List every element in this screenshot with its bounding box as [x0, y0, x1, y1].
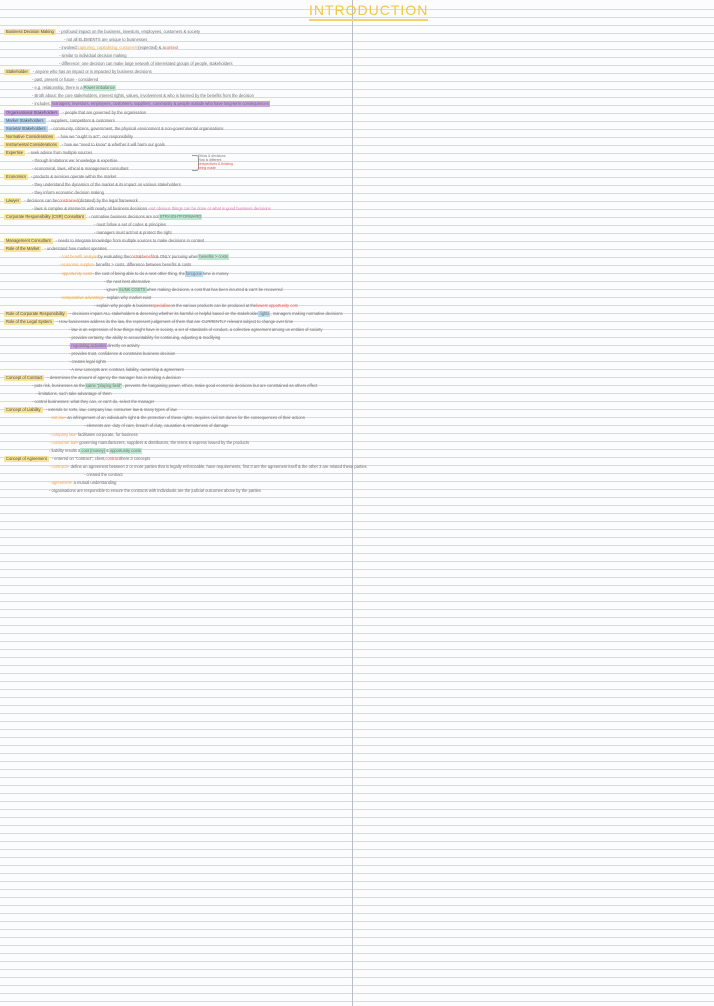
- note-text: - difference: one decision can make large network of interrelated groups of people, stakeholders: [59, 61, 233, 67]
- term-highlight: Role of the Market: [6, 246, 40, 252]
- note-text: regulating activities: [71, 342, 107, 348]
- note-line-heading: [4, 198, 138, 204]
- note-text: same "playing field": [85, 383, 122, 389]
- note-text: - the cost of being able to do a next other thing, the: [92, 270, 185, 276]
- note-text: benefits: [141, 254, 156, 260]
- note-line-heading: [4, 126, 223, 132]
- note-line-heading: [4, 246, 107, 252]
- note-line: [49, 440, 249, 446]
- note-text: - law is an expression of how things might have in society, a set of standards of conduct, a collective agreement among us entities of society: [69, 326, 323, 332]
- note-text: - community, citizens, government, the physical environment & non-governmental organisations: [50, 125, 224, 131]
- note-text: - consumer law: [49, 439, 77, 445]
- note-text: - through limitations we: knowledge & expertise: [32, 157, 118, 163]
- note-line: [49, 480, 116, 486]
- note-line-heading: [4, 311, 343, 317]
- note-line-heading: [4, 134, 133, 140]
- term-highlight: Concept of Contract: [6, 375, 43, 381]
- note-text: - opportunity costs: [59, 270, 93, 276]
- term-highlight: Instrumental Considerations: [6, 141, 57, 147]
- note-text: - anyone who has an impact or is impacted by business decisions: [32, 69, 152, 75]
- term-highlight: Normative Considerations: [6, 133, 54, 139]
- note-line: [59, 271, 229, 277]
- note-text: , prevents the bargaining power, ethics, make good economic decisions but are constrained as others effect: [122, 383, 318, 389]
- note-line: [59, 295, 151, 301]
- note-text: - past, present or future - considered: [32, 77, 99, 83]
- note-text: rights: [259, 310, 270, 316]
- side-note-line: perspectives & thinking: [198, 162, 233, 166]
- note-text: - creates legal rights: [69, 359, 106, 365]
- note-line: [59, 61, 233, 67]
- note-text: - company law: [49, 431, 76, 437]
- note-text: - laws is complex & intersects with nearly all business decisions -: [32, 206, 150, 212]
- note-text: contract: [105, 455, 120, 461]
- note-text: - A new concepts are: contract, liability, ownership & agreement: [69, 367, 184, 373]
- note-text: - explain why market exist: [104, 294, 152, 300]
- note-text: - How businesses address its the law, the represent judgement of them that are CURRENTLY relevant subject to change over time: [56, 318, 294, 324]
- note-line: [32, 77, 98, 83]
- note-text: (expected) & a: [138, 45, 165, 51]
- note-text: - must follow a set of codes & principles: [94, 222, 166, 228]
- note-line: [32, 158, 118, 164]
- note-text: - comparative advantage: [59, 294, 105, 300]
- note-text: - includes:: [32, 101, 51, 107]
- note-text: directly on activity: [107, 342, 140, 348]
- note-text: - benefits > costs, difference between benefits & costs: [93, 262, 192, 268]
- note-line: [69, 359, 106, 365]
- note-line: [94, 222, 166, 228]
- note-line: [104, 279, 150, 285]
- note-text: - decisions can be: [24, 198, 58, 204]
- note-text: on the various products can be produced at the: [170, 302, 257, 308]
- note-line: [94, 230, 172, 236]
- note-text: - ignore: [104, 286, 118, 292]
- note-text: - economic surplus: [59, 262, 94, 268]
- note-text: capturing, capitalising, customers: [77, 45, 139, 51]
- note-text: Power imbalance: [83, 85, 115, 91]
- note-text: - puts risk, businesses as the: [32, 383, 85, 389]
- note-line: [84, 423, 228, 429]
- note-line: [49, 432, 138, 438]
- note-text: specialise: [152, 302, 171, 308]
- note-text: - seek advice from multiple sources: [28, 149, 93, 155]
- note-text: &: [106, 447, 109, 453]
- side-note-line: Ethics & decisions: [198, 154, 226, 158]
- note-text: - facilitates corporate, for business: [75, 431, 138, 437]
- side-note-line: How is different: [198, 158, 222, 162]
- note-line: [36, 391, 112, 397]
- note-text: - involved:: [59, 45, 78, 51]
- term-highlight: Role of Corporate Responsibility: [6, 310, 65, 316]
- note-text: - needs to integrate knowledge from multiple sources to make decisions in context: [55, 238, 205, 244]
- note-text: benefits > costs: [199, 254, 228, 260]
- note-text: &: [138, 254, 142, 260]
- note-line: [49, 415, 305, 421]
- term-highlight: Economics: [6, 173, 27, 179]
- term-highlight: Lawyer: [6, 198, 20, 204]
- note-text: - governing manufacturers, suppliers & distributors, the terms & express issued by the products: [76, 439, 250, 445]
- note-text: - cost benefit analysis: [59, 254, 99, 260]
- note-text: - created the contract: [84, 471, 123, 477]
- note-line: [49, 464, 367, 470]
- note-text: opportunity costs: [109, 447, 141, 453]
- note-line: [32, 399, 154, 405]
- note-text: - normative business decisions are not: [88, 214, 159, 220]
- page-title-text: INTRODUCTION: [309, 2, 429, 18]
- note-line-heading: [4, 174, 116, 180]
- note-text: - they inform economic decision making: [32, 190, 104, 195]
- note-text: STRAIGHTFORWARD: [159, 214, 202, 220]
- note-text: - suppliers, competitors & customers: [48, 117, 115, 123]
- note-line: [59, 45, 178, 51]
- margin-line: [352, 0, 353, 1006]
- note-text: when making decisions, a cost that has been incurred & can't be recovered: [146, 286, 283, 292]
- note-text: - entered on "contract", client,: [51, 455, 106, 461]
- note-text: constrained: [57, 198, 79, 204]
- note-text: - managers must act/not & protect the right: [94, 230, 172, 236]
- note-text: - profound impact on the business, investors, employees, customers & society: [58, 29, 201, 34]
- note-text: not obvious things can be done or what is good business decisions: [149, 206, 271, 212]
- note-text: - provides trust, confidence & constrains business decision: [69, 351, 176, 356]
- note-text: - elements are: duty of care, breach of duty, causation & remoteness of damage: [84, 423, 229, 429]
- term-highlight: Corporate Responsibility (CSR) Consultant: [6, 214, 84, 220]
- note-line: [69, 367, 184, 373]
- note-line-heading: [4, 319, 293, 325]
- note-text: managers, investors, employees, customers, suppliers, community & people outside who have long-term consequences: [51, 101, 269, 107]
- term-highlight: Business Decision Making: [6, 29, 54, 34]
- note-text: - Broth about: the core stakeholders, interest rights, values, involvement & who is harmed by the benefits from the decision: [32, 93, 254, 99]
- note-line-heading: [4, 69, 152, 75]
- note-line: [32, 93, 254, 99]
- note-line: [49, 448, 142, 454]
- note-text: - the next best alternative: [104, 278, 150, 284]
- note-text: there 3 concepts: [119, 455, 151, 461]
- note-text: - agreement: [49, 479, 72, 485]
- note-text: - not all ELEMENTS are unique to businesses: [64, 37, 148, 43]
- note-text: - provides certainty, the ability to accountability for continuing, adjusting & modifying: [69, 334, 221, 340]
- note-text: SUNK COSTS: [118, 286, 146, 292]
- note-line: [69, 351, 175, 357]
- note-line-heading: [4, 110, 146, 116]
- note-text: time in money: [203, 270, 229, 276]
- page-title: [309, 2, 428, 21]
- note-line: [64, 37, 147, 43]
- note-text: - organisations are responsible to ensure the contracts with individuals are the judicial outcomes above by the parties: [49, 487, 261, 493]
- note-line: [69, 327, 322, 333]
- note-line-heading: [4, 142, 165, 148]
- note-line: [32, 166, 128, 172]
- note-text: - control businesses: what they can, or can't do, select the manager: [32, 399, 155, 405]
- note-text: - how we "need to know" & whether it will harm our goals: [61, 141, 165, 147]
- note-line: [59, 262, 191, 268]
- note-text: - e.g. relationship, there is a: [32, 85, 83, 91]
- note-line: [32, 85, 116, 91]
- note-line-heading: [4, 118, 115, 124]
- note-text: - decisions impact ALL stakeholders & deserving whether its harmful or helpful based on the stakeholder: [69, 310, 259, 316]
- note-text: - liability results a: [49, 447, 81, 453]
- note-text: - a mutual understanding: [71, 479, 117, 485]
- note-text: - define an agreement between 2 or more parties that is legally enforceable, have requirements, first 3 are the agreement itself & the other 3 are related these parties: [68, 463, 367, 469]
- term-highlight: Management Consultant: [6, 238, 51, 244]
- note-text: - people that are governed by the organisation: [62, 109, 147, 115]
- note-line: [32, 101, 270, 107]
- note-line-heading: [4, 375, 181, 381]
- note-text: - contracts: [49, 463, 69, 469]
- note-line: [94, 303, 298, 309]
- note-text: cost (money): [81, 447, 106, 453]
- term-highlight: Organisational Stakeholders: [6, 109, 58, 115]
- term-highlight: Market Stakeholders: [6, 117, 44, 123]
- note-text: costs: [129, 254, 139, 260]
- note-line: [32, 190, 104, 196]
- note-line-heading: [4, 214, 202, 220]
- note-text: foregone: [185, 270, 203, 276]
- note-text: , managers making normative decisions: [270, 310, 343, 316]
- note-text: - extends to: torts, law, company law, consumer law & many types of law: [45, 407, 177, 413]
- note-line: [84, 472, 123, 478]
- note-line-heading: [4, 150, 92, 156]
- note-text: - they understand the dynamics of the market & its impact on various stakeholders: [32, 181, 181, 187]
- note-line: [49, 488, 261, 494]
- note-text: lowest opportunity cost: [256, 302, 298, 308]
- title-underline: [309, 19, 428, 21]
- note-line: [104, 287, 282, 293]
- note-text: - understand how market operates: [44, 246, 107, 252]
- term-highlight: Concept of Agreement: [6, 455, 47, 461]
- term-highlight: Concept of Liability: [6, 407, 41, 413]
- note-text: - how we "ought to act", our responsibility: [58, 133, 133, 139]
- note-line: [32, 182, 181, 188]
- note-line: [59, 254, 229, 260]
- note-line-heading: [4, 407, 177, 413]
- note-text: by evaluating the: [98, 254, 130, 260]
- note-text: - products & services operate within the market: [31, 173, 117, 179]
- note-line-heading: [4, 238, 204, 244]
- note-text: - determines the amount of agency the manager has in making a decision: [47, 375, 181, 381]
- note-text: - an infringement of an individual's right & the protection of these rights, requires civil tort dunes for the consequences of their actions: [64, 415, 305, 421]
- note-line: [69, 343, 140, 349]
- note-text: (dictated) by the legal framework: [78, 198, 138, 204]
- note-line: [32, 206, 271, 212]
- side-note-line: being made: [198, 166, 216, 170]
- note-text: - limitations, such take advantage of them: [36, 391, 112, 397]
- term-highlight: Stakeholder: [6, 69, 28, 75]
- note-line: [69, 335, 220, 341]
- note-text: - tort law: [49, 415, 65, 421]
- note-line-heading: [4, 29, 200, 35]
- note-text: & ONLY pursuing when: [155, 254, 199, 260]
- side-note: [198, 154, 233, 170]
- term-highlight: Expertise: [6, 149, 24, 155]
- term-highlight: Societal Stakeholders: [6, 125, 46, 131]
- note-text: - economical, laws, ethical & management consultant: [32, 165, 129, 171]
- note-line: [32, 383, 317, 389]
- note-text: - explain why people & business: [94, 302, 153, 308]
- note-text: context: [164, 45, 179, 51]
- note-line: [59, 53, 127, 59]
- note-text: - similar to individual decision making: [59, 53, 127, 59]
- term-highlight: Role of the Legal System: [6, 318, 52, 324]
- note-line-heading: [4, 456, 150, 462]
